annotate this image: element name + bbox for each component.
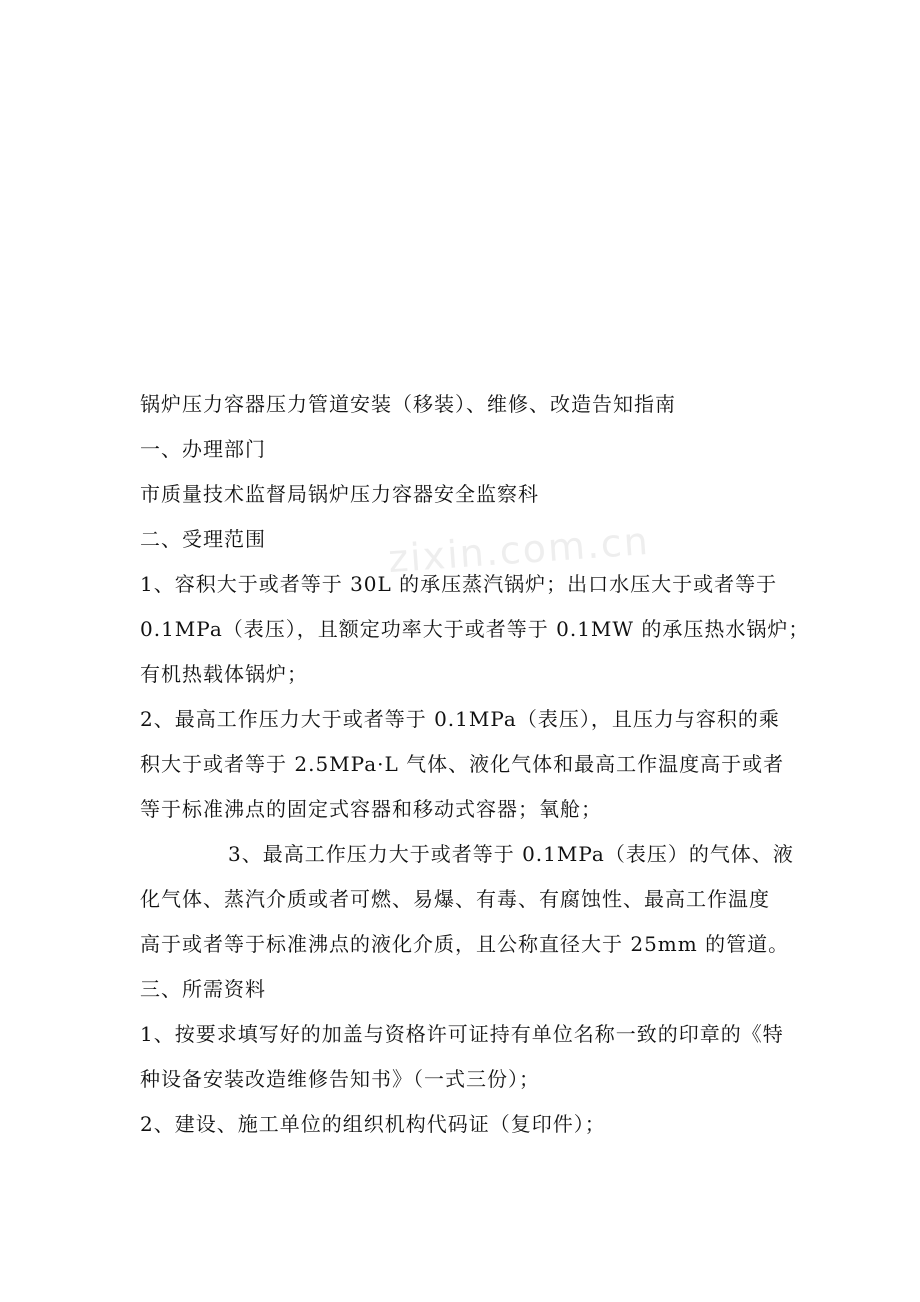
paragraph-line: 高于或者等于标准沸点的液化介质，且公称直径大于 25mm 的管道。	[140, 932, 790, 956]
paragraph-line: 化气体、蒸汽介质或者可燃、易爆、有毒、有腐蚀性、最高工作温度	[140, 887, 770, 911]
watermark: zixin.com.cn	[386, 518, 652, 582]
paragraph-line: 2、建设、施工单位的组织机构代码证（复印件）；	[140, 1112, 606, 1136]
document-body	[140, 382, 810, 1147]
paragraph-line: 0.1MPa（表压），且额定功率大于或者等于 0.1MW 的承压热水锅炉；	[140, 617, 810, 641]
section-heading-1: 一、办理部门	[140, 437, 266, 461]
section-heading-3: 三、所需资料	[140, 977, 266, 1001]
section-heading-2: 二、受理范围	[140, 527, 266, 551]
paragraph-line: 1、容积大于或者等于 30L 的承压蒸汽锅炉；出口水压大于或者等于	[140, 572, 778, 596]
paragraph-line: 积大于或者等于 2.5MPa·L 气体、液化气体和最高工作温度高于或者	[140, 752, 785, 776]
paragraph-line-indented: 3、最高工作压力大于或者等于 0.1MPa（表压）的气体、液	[228, 842, 794, 866]
paragraph-line: 2、最高工作压力大于或者等于 0.1MPa（表压），且压力与容积的乘	[140, 707, 780, 731]
paragraph-line: 有机热载体锅炉；	[140, 662, 308, 686]
paragraph-line: 1、按要求填写好的加盖与资格许可证持有单位名称一致的印章的《特	[140, 1022, 784, 1046]
document-title: 锅炉压力容器压力管道安装（移装）、维修、改造告知指南	[140, 392, 676, 416]
paragraph-line: 等于标准沸点的固定式容器和移动式容器；氧舱；	[140, 797, 602, 821]
paragraph-line: 市质量技术监督局锅炉压力容器安全监察科	[140, 482, 539, 506]
paragraph-line: 种设备安装改造维修告知书》（一式三份）；	[140, 1067, 540, 1091]
